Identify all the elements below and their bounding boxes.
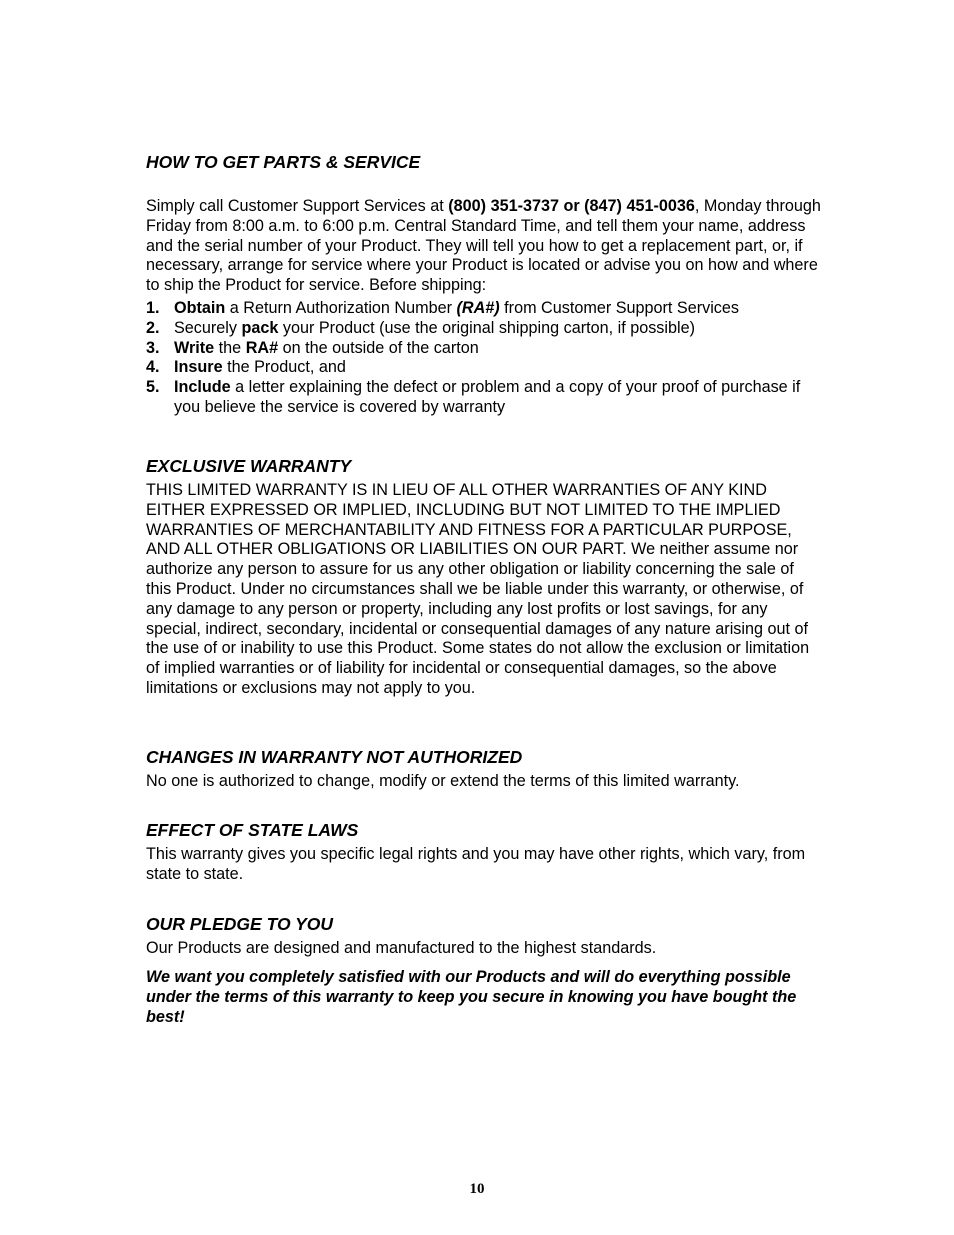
pledge-body: Our Products are designed and manufactured to the highest standards. (146, 939, 657, 957)
changes-heading: CHANGES IN WARRANTY NOT AUTHORIZED (146, 747, 523, 767)
list-item: 4. Insure the Product, and (146, 358, 346, 377)
changes-body: No one is authorized to change, modify or extend the terms of this limited warranty. (146, 772, 740, 790)
support-phone-numbers: (800) 351-3737 or (847) 451-0036 (448, 197, 695, 215)
list-item: 3. Write the RA# on the outside of the carton (146, 338, 479, 357)
state-laws-heading: EFFECT OF STATE LAWS (146, 820, 359, 840)
list-item: 5. Include a letter explaining the defect or problem and a copy of your proof of purchase if you believe the service is covered by warranty (146, 378, 801, 416)
parts-service-intro: Simply call Customer Support Services at (800) 351-3737 or (847) 451-0036, Monday through Friday from 8:00 a.m. to 6:00 p.m. Central Standard Time, and tell them your name, address and the serial number of your Product. They will tell you how to get a replacement part, or, if necessary, arrange for service where your Product is located or advise you on how and where to ship the Product for service. Before shipping: (146, 197, 821, 295)
state-laws-body: This warranty gives you specific legal rights and you may have other rights, which vary, from state to state. (146, 845, 806, 883)
exclusive-warranty-body: THIS LIMITED WARRANTY IS IN LIEU OF ALL OTHER WARRANTIES OF ANY KIND EITHER EXPRESSED OR IMPLIED, INCLUDING BUT NOT LIMITED TO THE IMPLIED WARRANTIES OF MERCHANTABILITY AND FITNESS FOR A PARTICULAR PURPOSE, AND ALL OTHER OBLIGATIONS OR LIABILITIES ON OUR PART. We neither assume nor authorize any person to assure for us any other obligation or liability concerning the sale of this Product. Under no circumstances shall we be liable under this warranty, or otherwise, of any damage to any person or property, including any lost profits or lost savings, for any special, indirect, secondary, incidental or consequential damages of any nature arising out of the use of or inability to use this Product. Some states do not allow the exclusion or limitation of implied warranties or of liability for incidental or consequential damages, so the above limitations or exclusions may not apply to you. (146, 481, 810, 697)
list-item: 2. Securely pack your Product (use the original shipping carton, if possible) (146, 318, 695, 337)
exclusive-warranty-heading: EXCLUSIVE WARRANTY (146, 456, 352, 476)
shipping-steps-list (146, 299, 822, 418)
pledge-closing: We want you completely satisfied with our Products and will do everything possible under the terms of this warranty to keep you secure in knowing you have bought the best! (146, 968, 797, 1026)
list-item: 1. Obtain a Return Authorization Number (RA#) from Customer Support Services (146, 299, 739, 317)
parts-service-heading: HOW TO GET PARTS & SERVICE (146, 152, 421, 172)
pledge-heading: OUR PLEDGE TO YOU (146, 914, 334, 934)
page-number: 10 (469, 1181, 485, 1197)
